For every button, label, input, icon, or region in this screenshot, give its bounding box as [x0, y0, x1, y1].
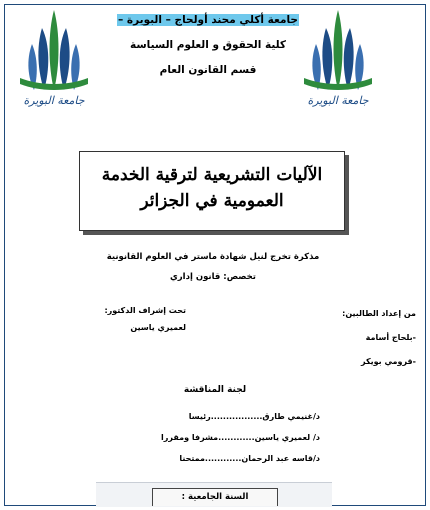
committee-list	[106, 406, 320, 469]
students-label: من إعداد الطالبين:	[342, 309, 416, 318]
logo-emblem-icon	[298, 6, 378, 96]
memo-description: مذكرة تخرج لنيل شهادة ماستر في العلوم القانونية	[106, 252, 320, 262]
students-block	[286, 302, 416, 374]
committee-member: د/ لعميري ياسين............مشرفا ومقررا	[161, 433, 320, 442]
university-logo-right	[298, 6, 378, 118]
academic-year-label: السنة الجامعية :	[152, 488, 278, 506]
student-name: -بلحاج أسامة	[365, 333, 416, 342]
supervisor-block	[56, 302, 186, 336]
supervisor-label: تحت إشراف الدكتور:	[104, 306, 186, 315]
logo-emblem-icon	[14, 6, 94, 96]
thesis-title-line1: الآليات التشريعية لترقية الخدمة	[101, 165, 323, 185]
thesis-title-line2: العمومية في الجزائر	[140, 191, 284, 211]
student-name: -قرومي بويكر	[361, 357, 416, 366]
thesis-title-box	[79, 151, 345, 231]
logo-caption: جامعة البويرة	[23, 94, 85, 107]
committee-title: لجنة المناقشة	[183, 385, 247, 395]
logo-caption: جامعة البويرة	[307, 94, 369, 107]
university-header	[108, 12, 308, 87]
committee-member: د/غنيمي طارق.................رئيسا	[188, 412, 320, 421]
department-name: قسم القانون العام	[159, 64, 257, 76]
committee-member: د/قاسه عبد الرحمان............ممتحنا	[179, 454, 320, 463]
specialty: تخصص: قانون إداري	[169, 272, 256, 282]
university-name: جامعة أكلي محند أولحاج – البويرة –	[117, 14, 298, 26]
university-logo-left	[14, 6, 94, 118]
supervisor-name: لعميري ياسين	[130, 323, 186, 332]
faculty-name: كلية الحقوق و العلوم السياسة	[129, 39, 286, 51]
